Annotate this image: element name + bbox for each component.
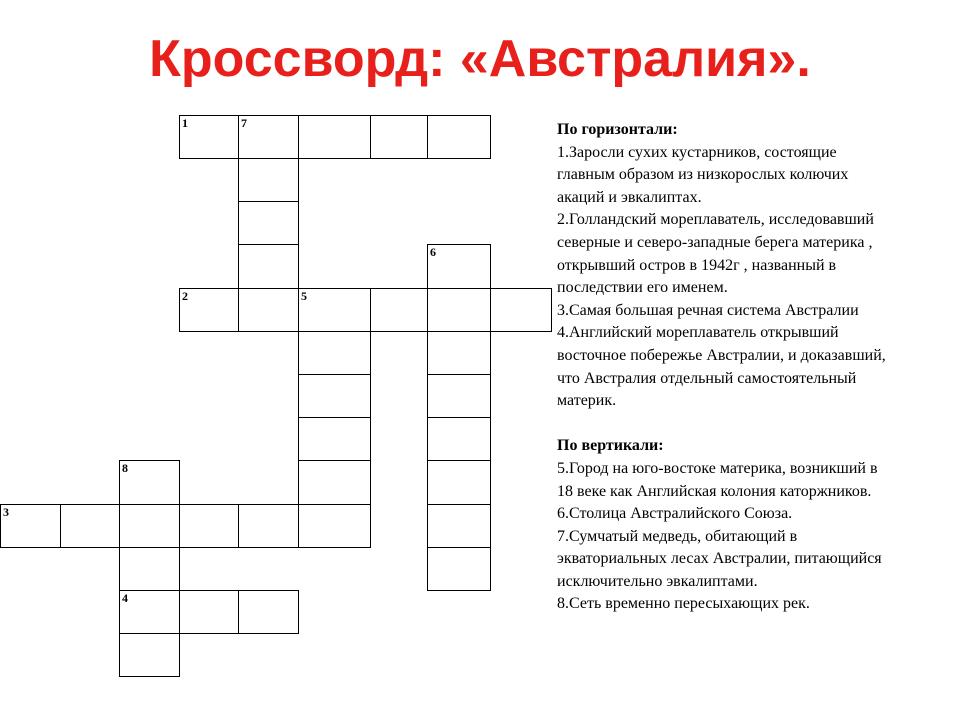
clue-line: 1.Заросли сухих кустарников, состоящие: [557, 143, 837, 161]
clue-line: 8.Сеть временно пересыхающих рек.: [557, 595, 810, 613]
clue-line: последствии его именем.: [557, 279, 728, 297]
crossword-cell[interactable]: [238, 288, 299, 332]
clue-line: 18 веке как Английская колония каторжников.: [557, 482, 872, 500]
down-heading: По вертикали:: [557, 437, 664, 455]
crossword-cell[interactable]: [490, 288, 552, 332]
clue-line: 7.Сумчатый медведь, обитающий в: [557, 527, 798, 545]
page-title: Кроссворд: «Австралия».: [149, 30, 811, 88]
crossword-cell[interactable]: [427, 244, 491, 289]
crossword-cell[interactable]: [298, 460, 371, 505]
clue-line: открывший остров в 1942г , названный в: [557, 256, 837, 274]
crossword-cell[interactable]: [238, 158, 299, 202]
crossword-cell[interactable]: [179, 590, 239, 634]
clue-line: 4.Английский мореплаватель открывший: [557, 324, 839, 342]
crossword-cell[interactable]: [298, 115, 371, 159]
crossword-cell[interactable]: [298, 504, 371, 548]
crossword-cell[interactable]: [60, 504, 120, 548]
crossword-cell[interactable]: [179, 504, 239, 548]
crossword-cell[interactable]: [119, 504, 180, 548]
clue-number: 8: [122, 461, 128, 475]
crossword-cell[interactable]: [119, 547, 180, 591]
clue-number: 1: [182, 116, 188, 130]
crossword-cell[interactable]: [370, 115, 428, 159]
clue-line: 5.Город на юго-востоке материка, возникший в: [557, 459, 878, 477]
crossword-cell[interactable]: [427, 331, 491, 375]
clue-line: 3.Самая большая речная система Австралии: [557, 301, 859, 319]
clue-line: восточное побережье Австралии, и доказавший,: [557, 346, 886, 364]
clue-line: 6.Столица Австралийского Союза.: [557, 505, 793, 523]
crossword-cell[interactable]: [238, 504, 299, 548]
clue-number: 3: [3, 505, 9, 519]
clue-line: 2.Голландский мореплаватель, исследовавший: [557, 211, 874, 229]
clue-line: что Австралия отдельный самостоятельный: [557, 369, 857, 387]
clue-line: материк.: [557, 392, 617, 410]
crossword-cell[interactable]: [427, 288, 491, 332]
crossword-cell[interactable]: [0, 504, 61, 548]
crossword-cell[interactable]: [298, 331, 371, 375]
crossword-cell[interactable]: [427, 115, 491, 159]
crossword-cell[interactable]: [238, 115, 299, 159]
clue-line: исключительно эвкалиптами.: [557, 572, 758, 590]
crossword-cell[interactable]: [298, 374, 371, 418]
clue-number: 6: [430, 245, 436, 259]
clue-line: акаций и эвкалиптах.: [557, 188, 702, 206]
clues-panel: [557, 119, 957, 616]
crossword-cell[interactable]: [119, 460, 180, 505]
crossword-cell[interactable]: [238, 244, 299, 289]
clue-number: 5: [301, 289, 307, 303]
crossword-cell[interactable]: [238, 590, 299, 634]
crossword-cell[interactable]: [298, 288, 371, 332]
crossword-cell[interactable]: [427, 460, 491, 505]
crossword-cell[interactable]: [238, 201, 299, 245]
across-heading: По горизонтали:: [557, 121, 678, 138]
crossword-cell[interactable]: [179, 288, 239, 332]
across-clues: [557, 142, 957, 413]
clue-number: 7: [241, 116, 247, 130]
crossword-cell[interactable]: [179, 115, 239, 159]
clue-line: главным образом из низкорослых колючих: [557, 166, 849, 184]
clue-number: 4: [122, 591, 128, 605]
crossword-cell[interactable]: [427, 547, 491, 591]
crossword-cell[interactable]: [370, 288, 428, 332]
clue-line: экваториальных лесах Австралии, питающийся: [557, 550, 882, 568]
crossword-cell[interactable]: [119, 590, 180, 634]
clue-line: северные и северо-западные берега материка ,: [557, 233, 873, 251]
down-clues: [557, 458, 957, 616]
crossword-cell[interactable]: [119, 633, 180, 677]
crossword-cell[interactable]: [427, 417, 491, 461]
crossword-cell[interactable]: [427, 374, 491, 418]
crossword-cell[interactable]: [298, 417, 371, 461]
clue-number: 2: [182, 289, 188, 303]
crossword-cell[interactable]: [427, 504, 491, 548]
